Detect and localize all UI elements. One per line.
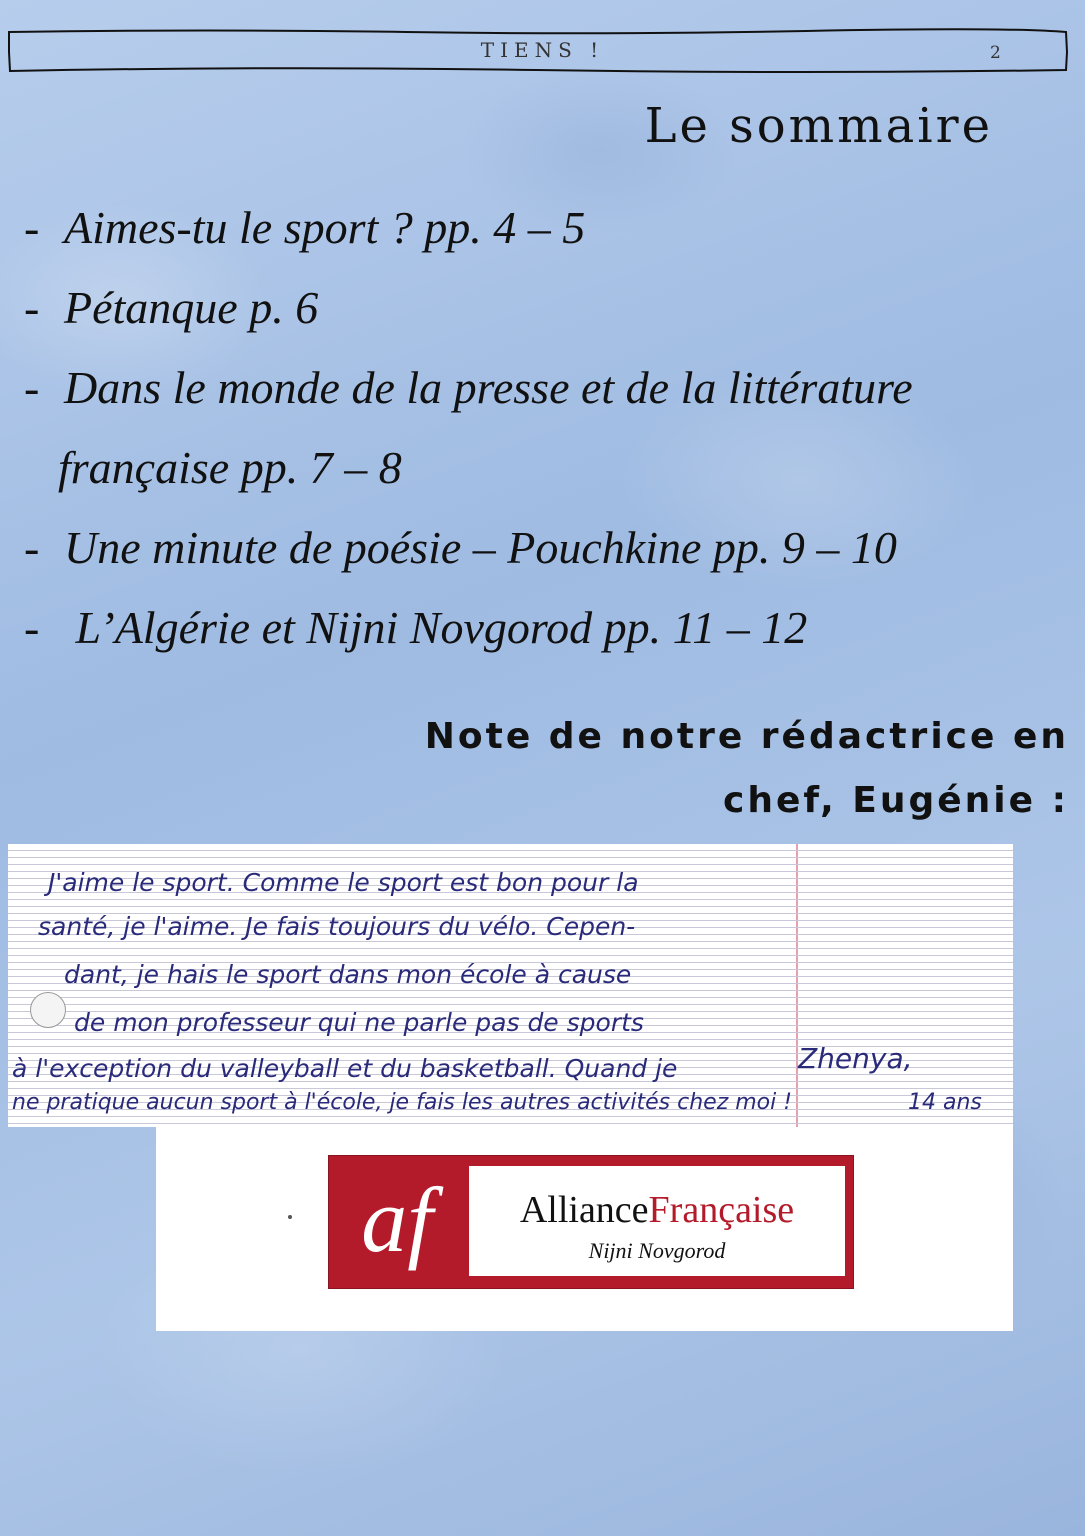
letter-line: J'aime le sport. Comme le sport est bon pour la — [48, 868, 639, 897]
toc-item — [24, 188, 1064, 268]
toc-item-text: Pétanque p. 6 — [64, 282, 319, 333]
toc-item — [24, 508, 1064, 588]
speck — [288, 1215, 292, 1219]
letter-line: santé, je l'aime. Je fais toujours du vélo. Cepen- — [38, 912, 636, 941]
toc-title: Le sommaire — [644, 98, 993, 154]
toc-item-continuation — [24, 428, 1064, 508]
toc-bullet: - — [24, 202, 40, 253]
toc-item-text: Aimes-tu le sport ? pp. 4 – 5 — [64, 202, 586, 253]
logo-name-part: Alliance — [519, 1189, 649, 1231]
editor-note-heading — [425, 705, 1069, 833]
toc-bullet: - — [24, 282, 40, 333]
letter-line: de mon professeur qui ne parle pas de sports — [74, 1008, 644, 1037]
logo-name — [469, 1188, 845, 1232]
toc-bullet: - — [24, 602, 40, 653]
toc-item-text: Une minute de poésie – Pouchkine pp. 9 – 10 — [64, 522, 897, 573]
logo-text-panel — [469, 1166, 845, 1276]
toc-item-text: Dans le monde de la presse et de la littérature — [64, 362, 913, 413]
toc-bullet: - — [24, 522, 40, 573]
letter-line: dant, je hais le sport dans mon école à cause — [64, 960, 632, 989]
editor-note-heading-line: chef, Eugénie : — [722, 780, 1069, 821]
toc-item-text: L’Algérie et Nijni Novgorod pp. 11 – 12 — [64, 602, 808, 653]
alliance-francaise-logo — [328, 1155, 854, 1289]
letter-line: ne pratique aucun sport à l'école, je fais les autres activités chez moi ! — [12, 1090, 793, 1115]
magazine-title: TIENS ! — [480, 38, 605, 62]
page-number: 2 — [990, 43, 1001, 63]
toc-item — [24, 348, 1064, 428]
logo-name-part: Française — [648, 1189, 795, 1231]
handwritten-letter — [8, 844, 1013, 1127]
toc-item — [24, 268, 1064, 348]
letter-line: à l'exception du valleyball et du basketball. Quand je — [12, 1054, 678, 1083]
logo-city: Nijni Novgorod — [588, 1238, 726, 1263]
letter-signature: Zhenya, — [798, 1042, 913, 1075]
editor-note-heading-line: Note de notre rédactrice en — [424, 716, 1069, 757]
letter-age: 14 ans — [908, 1090, 982, 1115]
toc-item-text: française pp. 7 – 8 — [58, 442, 402, 493]
toc-item — [24, 588, 1064, 668]
toc-bullet: - — [24, 362, 40, 413]
table-of-contents — [24, 188, 1064, 668]
af-mark: af — [361, 1169, 433, 1271]
alliance-francaise-logo-card — [156, 1127, 1013, 1331]
